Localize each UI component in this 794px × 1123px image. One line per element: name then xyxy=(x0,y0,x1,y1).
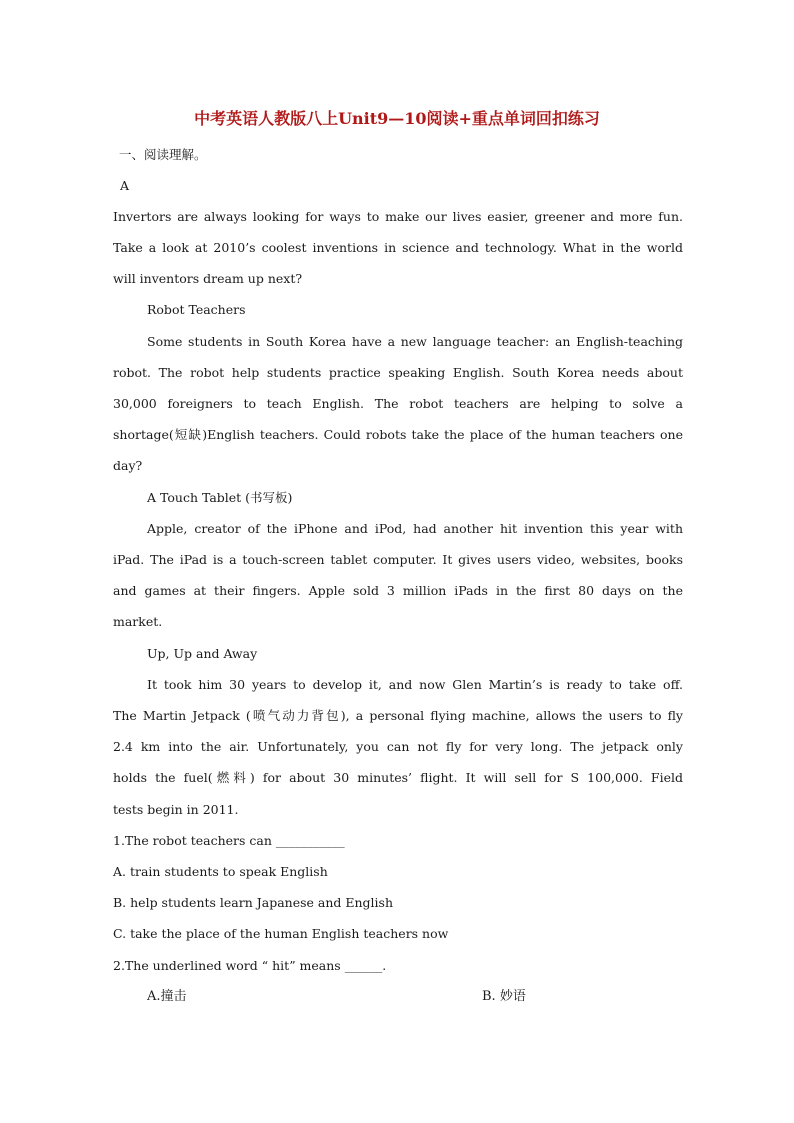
paragraph-line: tests begin in 2011. xyxy=(113,802,239,817)
paragraph-line: holds the fuel(燃料) for about 30 minutes’ flight. It will sell for S 100,000. Field xyxy=(113,770,683,785)
paragraph-line: day? xyxy=(113,458,143,473)
paragraph-line: market. xyxy=(113,614,163,629)
subheading-touch-tablet: A Touch Tablet (书写板) xyxy=(147,490,293,505)
paragraph-line: shortage(短缺)English teachers. Could robots take the place of the human teachers one xyxy=(113,427,683,442)
paragraph-line: robot. The robot help students practice speaking English. South Korea needs about xyxy=(113,365,683,380)
paragraph-line: Some students in South Korea have a new language teacher: an English-teaching xyxy=(147,334,683,349)
question-2-option-b: B. 妙语 xyxy=(482,989,526,1004)
intro-line: Invertors are always looking for ways to make our lives easier, greener and more fun. xyxy=(113,209,683,224)
question-1-stem: 1.The robot teachers can ___________ xyxy=(113,833,345,848)
paragraph-line: The Martin Jetpack (喷气动力背包), a personal flying machine, allows the users to fly xyxy=(113,708,683,723)
paragraph-line: Apple, creator of the iPhone and iPod, had another hit invention this year with xyxy=(147,521,683,536)
passage-label: A xyxy=(120,178,130,193)
question-2-stem: 2.The underlined word “ hit” means ______. xyxy=(113,958,387,973)
paragraph-line: It took him 30 years to develop it, and now Glen Martin’s is ready to take off. xyxy=(147,677,683,692)
section-heading: 一、阅读理解。 xyxy=(119,147,207,162)
question-2-option-a: A.撞击 xyxy=(147,989,187,1004)
subheading-up-up-and-away: Up, Up and Away xyxy=(147,646,258,661)
paragraph-line: 2.4 km into the air. Unfortunately, you can not fly for very long. The jetpack only xyxy=(113,739,683,754)
paragraph-line: iPad. The iPad is a touch-screen tablet computer. It gives users video, websites, books xyxy=(113,552,683,567)
paragraph-line: and games at their fingers. Apple sold 3 million iPads in the first 80 days on the xyxy=(113,583,683,598)
paragraph-line: 30,000 foreigners to teach English. The robot teachers are helping to solve a xyxy=(113,396,683,411)
intro-line: Take a look at 2010’s coolest inventions in science and technology. What in the world xyxy=(113,240,683,255)
subheading-robot-teachers: Robot Teachers xyxy=(147,302,246,317)
question-1-option-a: A. train students to speak English xyxy=(113,864,328,879)
question-1-option-c: C. take the place of the human English teachers now xyxy=(113,926,449,941)
intro-line: will inventors dream up next? xyxy=(113,271,303,286)
page-title: 中考英语人教版八上Unit9—10阅读+重点单词回扣练习 xyxy=(194,109,600,128)
question-1-option-b: B. help students learn Japanese and English xyxy=(113,895,394,910)
